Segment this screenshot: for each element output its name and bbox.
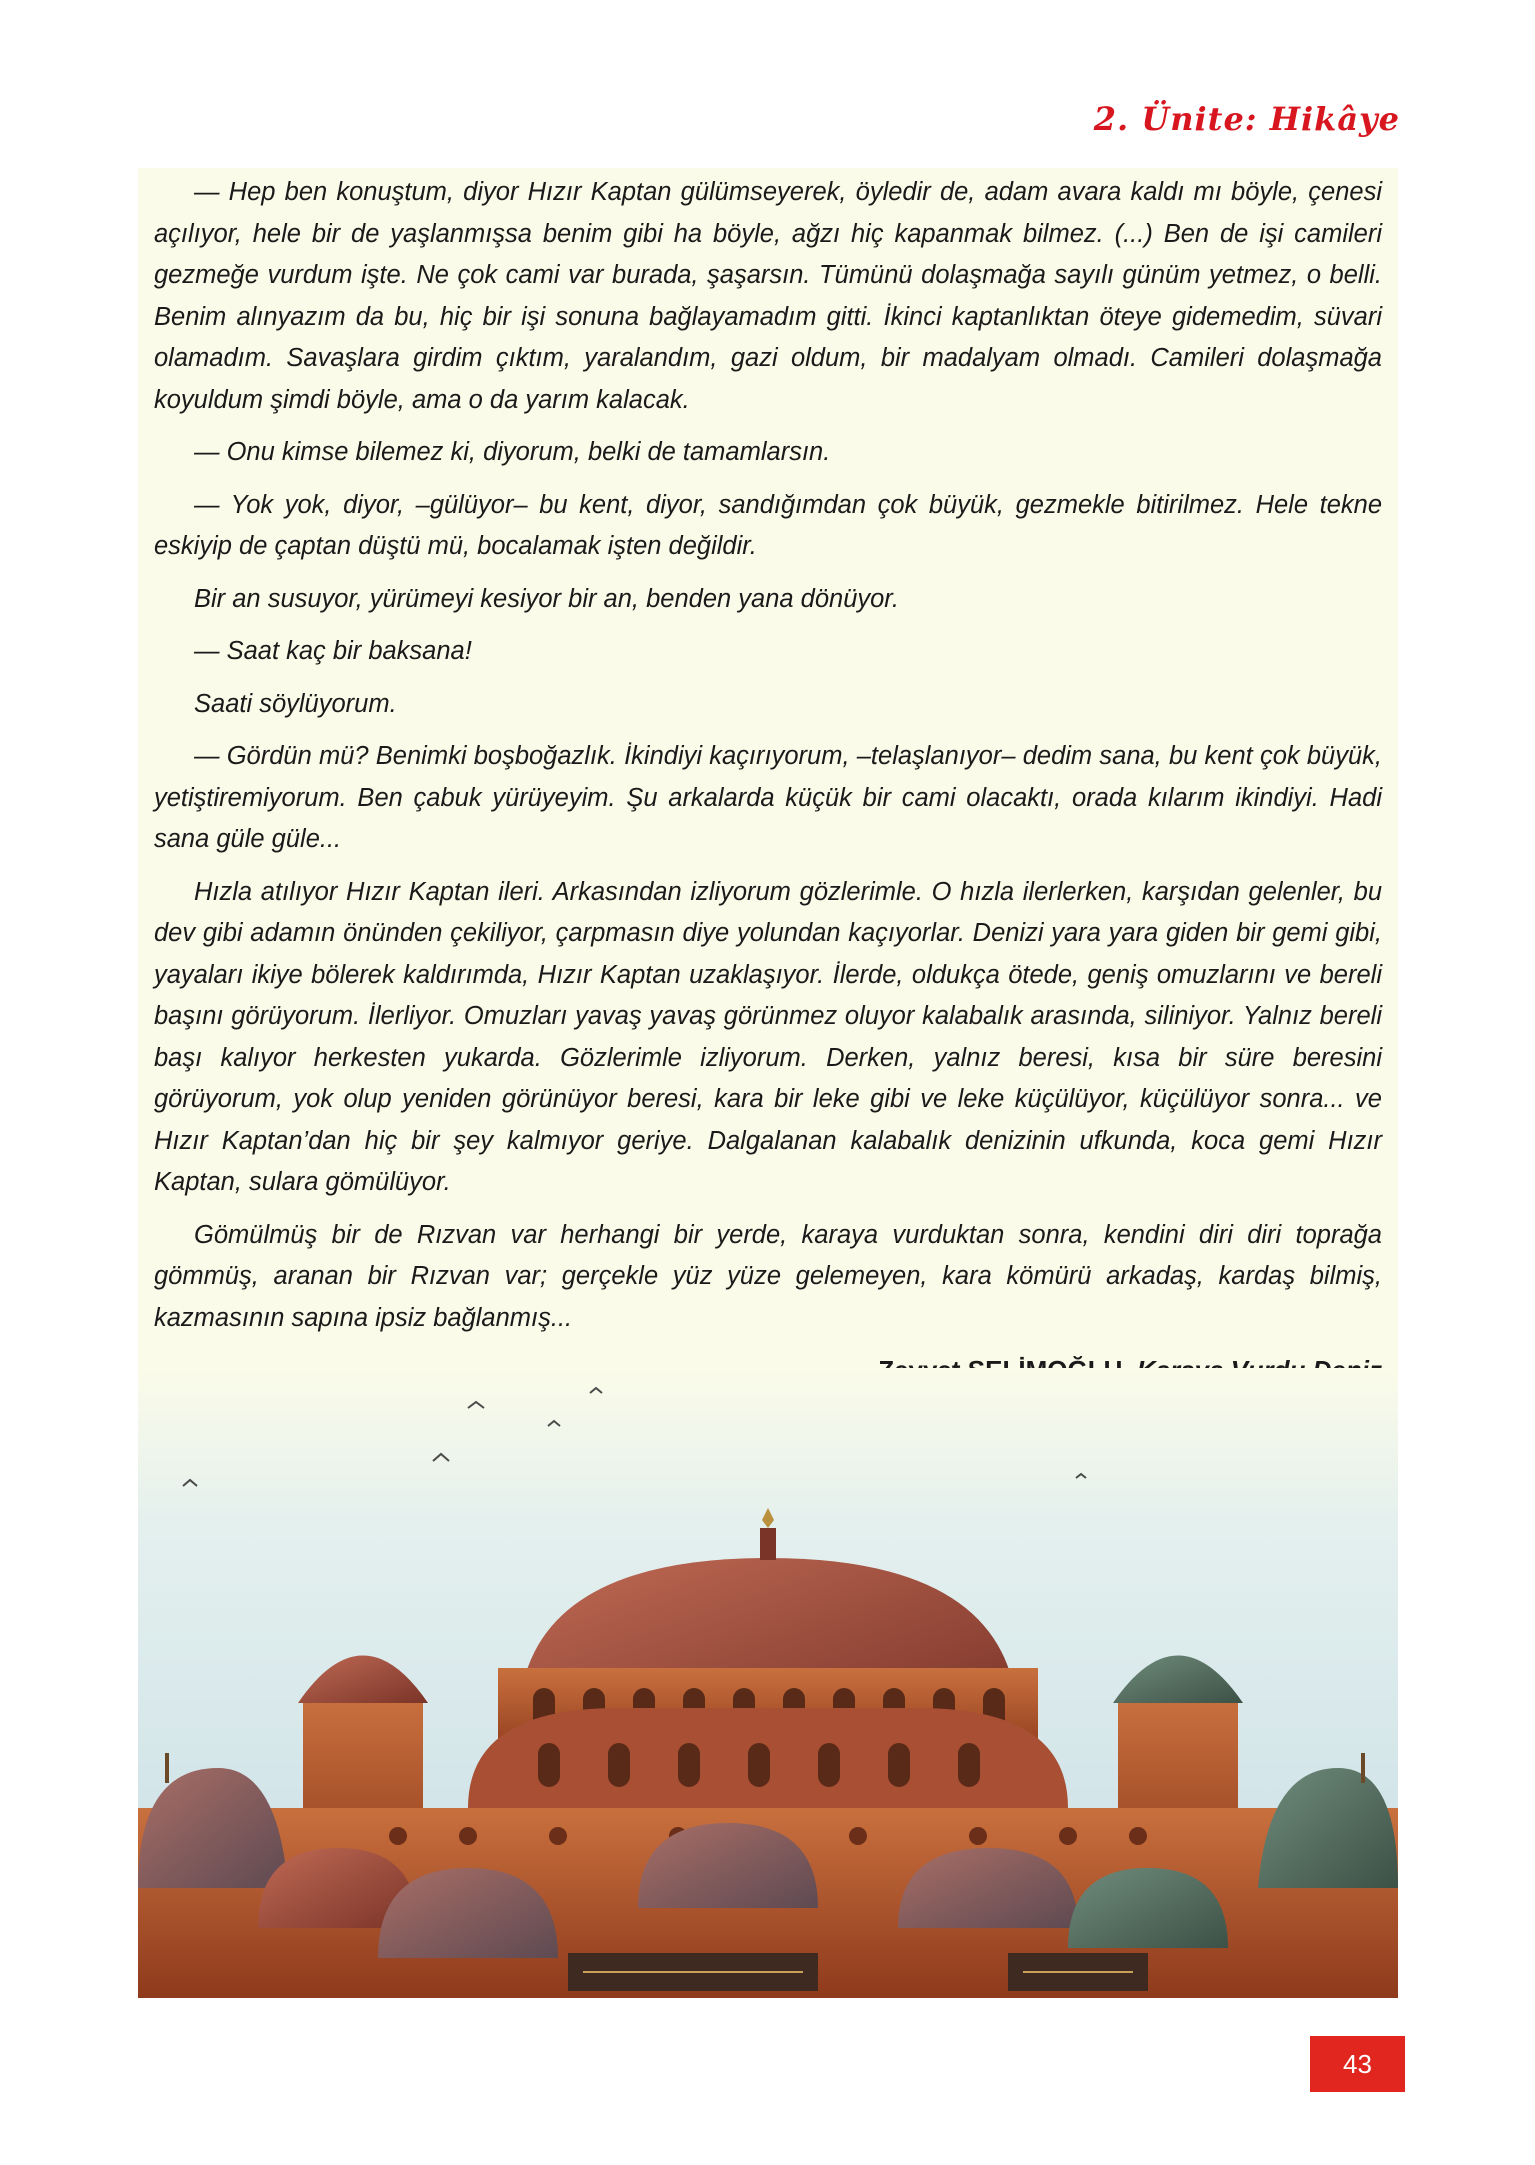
page-number: 43 bbox=[1310, 2036, 1405, 2092]
paragraph: — Gördün mü? Benimki boşboğazlık. İkindiyi kaçırıyorum, –telaşlanıyor– dedim sana, bu kent çok büyük, yetiştiremiyorum. Ben çabuk yürüyeyim. Şu arkalarda küçük bir cami olacaktı, orada kılarım ikindiyi. Hadi sana güle güle... bbox=[154, 742, 1382, 853]
paragraph: — Onu kimse bilemez ki, diyorum, belki de tamamlarsın. bbox=[194, 438, 831, 466]
paragraph: Bir an susuyor, yürümeyi kesiyor bir an, benden yana dönüyor. bbox=[194, 584, 899, 613]
paragraph: Saati söylüyorum. bbox=[194, 689, 397, 718]
paragraph: — Yok yok, diyor, –gülüyor– bu kent, diyor, sandığımdan çok büyük, gezmekle bitirilmez. Hele tekne eskiyip de çaptan düştü mü, bocalamak işten değildir. bbox=[154, 490, 1382, 560]
paragraph: Hızla atılıyor Hızır Kaptan ileri. Arkasından izliyorum gözlerimle. O hızla ilerlerken, karşıdan gelenler, bu dev gibi adamın önünden çekiliyor, çarpmasın diye yolundan kaçıyorlar. Denizi yara yara giden bir gemi gibi, yayaları ikiye bölerek kaldırımda, Hızır Kaptan uzaklaşıyor. İlerde, oldukça ötede, geniş omuzlarını ve bereli başını görüyorum. İlerliyor. Omuzları yavaş yavaş görünmez oluyor kalabalık arasında, siliniyor. Yalnız bereli başı kalıyor herkesten yukarda. Gözlerimle izliyorum. Derken, yalnız beresi, kısa bir süre beresini görüyorum, yok olup yeniden görünüyor beresi, kara bir leke gibi ve leke küçülüyor, küçülüyor sonra... ve Hızır Kaptan’dan hiç bir şey kalmıyor geriye. Dalgalanan kalabalık denizinin ufkunda, koca gemi Hızır Kaptan, sulara gömülüyor. bbox=[154, 877, 1382, 1196]
story-text bbox=[154, 168, 1382, 1392]
mosque-illustration bbox=[138, 1368, 1398, 1998]
paragraph: — Hep ben konuştum, diyor Hızır Kaptan gülümseyerek, öyledir de, adam avara kaldı mı böyle, çenesi açılıyor, hele bir de yaşlanmışsa benim gibi ha böyle, ağzı hiç kapanmak bilmez. (...) Ben de işi camileri gezmeğe vurdum işte. Ne çok cami var burada, şaşarsın. Tümünü dolaşmağa sayılı günüm yetmez, o belli. Benim alınyazım da bu, hiç bir işi sonuna bağlayamadım gitti. İkinci kaptanlıktan öteye gidemedim, süvari olamadım. Savaşlara girdim çıktım, yaralandım, gazi oldum, bir madalyam olmadı. Camileri dolaşmağa koyuldum şimdi böyle, ama o da yarım kalacak. bbox=[154, 178, 1382, 414]
paragraph: Gömülmüş bir de Rızvan var herhangi bir yerde, karaya vurduktan sonra, kendini diri diri toprağa gömmüş, aranan bir Rızvan var; gerçekle yüz yüze gelemeyen, kara kömürü arkadaş, kardaş bilmiş, kazmasının sapına ipsiz bağlanmış... bbox=[154, 1220, 1382, 1332]
reading-panel bbox=[138, 168, 1398, 1998]
unit-title: 2. Ünite: Hikâye bbox=[1093, 100, 1400, 138]
paragraph: — Saat kaç bir baksana! bbox=[194, 637, 472, 665]
